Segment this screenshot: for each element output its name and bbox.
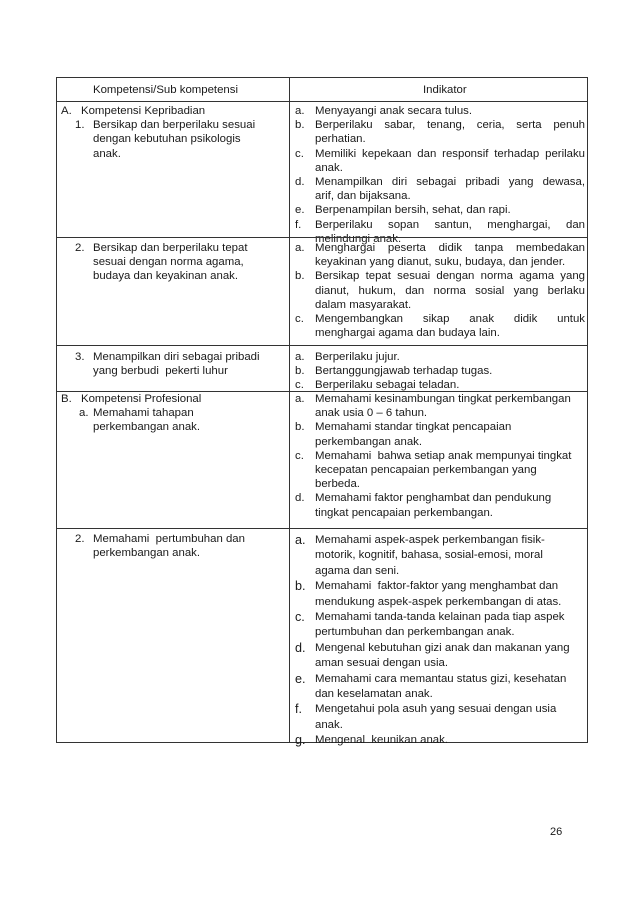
row-4-indicators <box>293 533 585 749</box>
sub-competency: a. Memahami tahapan perkembangan anak. <box>79 407 201 434</box>
indicator-item: f. Berperilaku sopan santun, menghargai, dan melindungi anak. <box>295 218 585 245</box>
indicator-item: d. Memahami faktor penghambat dan pendukung tingkat pencapaian perkembangan. <box>295 492 552 519</box>
indicator-item: e. Berpenampilan bersih, sehat, dan rapi. <box>295 204 511 217</box>
indicator-item: b. Bertanggungjawab terhadap tugas. <box>295 365 493 378</box>
indicator-item: c. Memahami tanda-tanda kelainan pada tiap aspek pertumbuhan dan perkembangan anak. <box>295 610 565 639</box>
indicator-item: a. Memahami kesinambungan tingkat perkembangan anak usia 0 – 6 tahun. <box>295 393 571 420</box>
sub-competency: 1. Bersikap dan berperilaku sesuai dengan kebutuhan psikologis anak. <box>75 119 256 160</box>
indicator-item: e. Memahami cara memantau status gizi, kesehatan dan keselamatan anak. <box>295 671 567 701</box>
indicator-item: a. Memahami aspek-aspek perkembangan fisik- motorik, kognitif, bahasa, sosial-emosi, moral agama dan seni. <box>295 533 545 577</box>
row-2-competency <box>61 350 285 378</box>
row-3-indicators <box>293 392 585 520</box>
indicator-item: g. Mengenal keunikan anak. <box>295 733 448 748</box>
indicator-item: a. Berperilaku jujur. <box>295 351 400 363</box>
row-divider <box>57 528 587 529</box>
row-1-competency <box>61 241 285 284</box>
indicator-item: f. Mengetahui pola asuh yang sesuai dengan usia anak. <box>295 702 557 731</box>
row-divider <box>57 237 587 238</box>
row-divider <box>57 345 587 346</box>
page-number: 26 <box>550 826 563 838</box>
sub-competency: 2. Memahami pertumbuhan dan perkembangan anak. <box>75 533 245 560</box>
row-1-indicators <box>293 241 585 340</box>
sub-competency: 2. Bersikap dan berperilaku tepat sesuai dengan norma agama, budaya dan keyakinan anak. <box>75 242 248 283</box>
sub-competency: 3. Menampilkan diri sebagai pribadi yang berbudi pekerti luhur <box>75 351 260 378</box>
section-b: B. Kompetensi Profesional <box>61 393 202 405</box>
header-indikator: Indikator <box>423 84 467 96</box>
indicator-item: b. Memahami standar tingkat pencapaian perkembangan anak. <box>295 421 512 448</box>
indicator-item: a. Menghargai peserta didik tanpa membedakan keyakinan yang dianut, suku, budaya, dan jender. <box>295 242 585 269</box>
competency-table <box>56 77 588 748</box>
row-2-indicators <box>293 350 585 393</box>
row-divider <box>57 101 587 102</box>
indicator-item: b. Memahami faktor-faktor yang menghambat dan mendukung aspek-aspek perkembangan di atas. <box>295 579 562 608</box>
indicator-item: c. Berperilaku sebagai teladan. <box>295 379 460 392</box>
indicator-item: d. Menampilkan diri sebagai pribadi yang dewasa, arif, dan bijaksana. <box>295 176 585 203</box>
row-0-competency <box>61 104 285 161</box>
header-kompetensi: Kompetensi/Sub kompetensi <box>93 84 238 96</box>
indicator-item: c. Memahami bahwa setiap anak mempunyai tingkat kecepatan pencapaian perkembangan yang berbeda. <box>295 449 572 491</box>
indicator-item: d. Mengenal kebutuhan gizi anak dan makanan yang aman sesuai dengan usia. <box>295 640 570 670</box>
indicator-item: b. Berperilaku sabar, tenang, ceria, serta penuh perhatian. <box>295 119 585 146</box>
indicator-item: c. Memiliki kepekaan dan responsif terhadap perilaku anak. <box>295 147 585 174</box>
indicator-item: b. Bersikap tepat sesuai dengan norma agama yang dianut, hukum, dan norma sosial yang berlaku dalam masyarakat. <box>295 270 585 311</box>
indicator-item: a. Menyayangi anak secara tulus. <box>295 105 473 117</box>
row-0-indicators <box>293 104 585 246</box>
indicator-item: c. Mengembangkan sikap anak didik untuk menghargai agama dan budaya lain. <box>295 313 585 340</box>
row-4-competency <box>61 532 285 560</box>
section-a: A. Kompetensi Kepribadian <box>61 105 206 117</box>
row-3-competency <box>61 392 285 435</box>
column-divider <box>289 78 290 742</box>
